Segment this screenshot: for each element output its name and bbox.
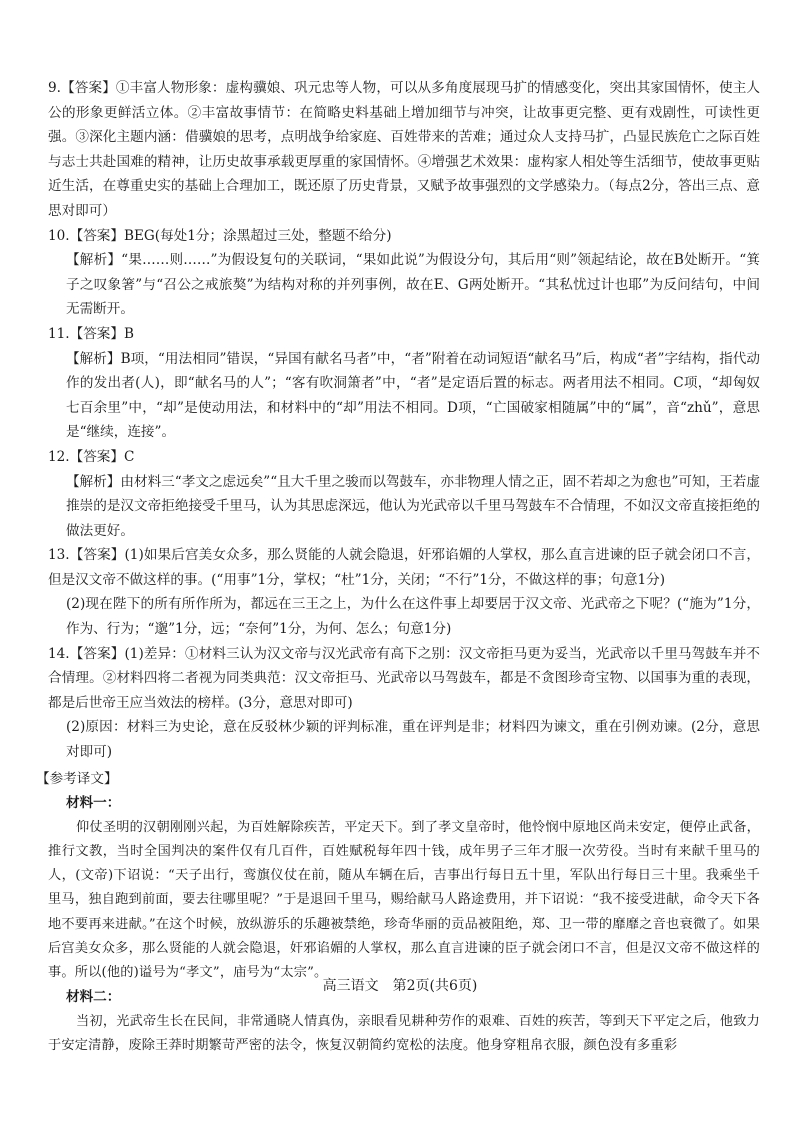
- question-number: 13.: [48, 547, 70, 564]
- answer-text: 【答案】C: [69, 448, 135, 465]
- question-14-part2: (2)原因：材料三为史论，意在反驳林少颖的评判标准，重在评判是非；材料四为谏文，重在引例劝谏。(2分，意思对即可): [66, 719, 760, 761]
- question-12-analysis: 【解析】由材料三“孝文之虑远矣”“且大千里之骏而以驾鼓车，亦非物理人情之正，固不若却之为愈也”可知，王若虚推崇的是汉文帝拒绝接受千里马，认为其思虑深远，他认为光武帝以千里马驾鼓车不合情理，不如汉文帝直接拒绝的做法更好。: [66, 473, 760, 539]
- material-2-title: 材料二：: [66, 989, 121, 1006]
- question-9-answer: 【答案】①丰富人物形象：虚构骥娘、巩元忠等人物，可以从多角度展现马扩的情感变化，突出其家国情怀，使主人公的形象更鲜活立体。②丰富故事情节：在简略史料基础上增加细节与冲突，让故事更完整、更有戏剧性，可读性更强。③深化主题内涵：借骥娘的思考，点明战争给家庭、百姓带来的苦难；通过众人支持马扩，凸显民族危亡之际百姓与志士共赴国难的精神，让历史故事承载更厚重的家国情怀。④增强艺术效果：虚构家人相处等生活细节，使故事更贴近生活，在尊重史实的基础上合理加工，既还原了历史背景，又赋予故事强烈的文学感染力。（每点2分，答出三点、意思对即可）: [48, 80, 760, 219]
- reference-translation-title: 【参考译文】: [36, 770, 118, 787]
- question-10-analysis: 【解析】“果……则……”为假设复句的关联词，“果如此说”为假设分句，其后用“则”领起结论，故在B处断开。“箕子之叹象箸”与“召公之戒旅獒”为结构对称的并列事例，故在E、G两处断开。“其私忧过计也耶”为反问结句，中间无需断开。: [66, 252, 760, 318]
- question-12-answer: [48, 445, 760, 470]
- answer-text: 【答案】(1)如果后宫美女众多，那么贤能的人就会隐退，奸邪谄媚的人掌权，那么直言进谏的臣子就会闭口不言，但是汉文帝不做这样的事。(“用事”1分，掌权；“杜”1分，关闭；“不行”1分，不做这样的事；句意1分): [48, 547, 760, 588]
- question-11-answer: [48, 322, 760, 347]
- answer-text: 【答案】(1)差异：①材料三认为汉文帝与汉光武帝有高下之别：汉文帝拒马更为妥当，光武帝以千里马驾鼓车并不合情理。②材料四将二者视为同类典范：汉文帝拒马、光武帝以马驾鼓车，都是不贪图珍奇宝物、以国事为重的表现，都是后世帝王应当效法的榜样。(3分，意思对即可): [48, 645, 760, 711]
- material-1-title: 材料一：: [66, 795, 121, 812]
- page-footer: 高三语文 第2页(共6页): [322, 978, 478, 994]
- material-1-text: 仰仗圣明的汉朝刚刚兴起，为百姓解除疾苦，平定天下。到了孝文皇帝时，他怜悯中原地区尚未安定，便停止武备，推行文教，当时全国判决的案件仅有几百件，百姓赋税每年四十钱，成年男子三年才服一次劳役。当时有来献千里马的人，(文帝)下诏说：“天子出行，鸾旗仪仗在前，随从车辆在后，吉事出行每日五十里，军队出行每日三十里。我乘坐千里马，独自跑到前面，要去往哪里呢？”于是退回千里马，赐给献马人路途费用，并下诏说：“我不接受进献，命令天下各地不要再来进献。”在这个时候，放纵游乐的乐趣被禁绝，珍奇华丽的贡品被阻绝，郑、卫一带的靡靡之音也衰微了。如果后宫美女众多，那么贤能的人就会隐退，奸邪谄媚的人掌权，那么直言进谏的臣子就会闭口不言，但是汉文帝不做这样的事。所以(他的)谥号为“孝文”，庙号为“太宗”。: [48, 819, 760, 981]
- question-number: 11.: [48, 325, 70, 342]
- question-9: [48, 76, 760, 224]
- answer-content: [36, 76, 760, 1058]
- question-number: 9.: [48, 80, 61, 96]
- answer-text: 【答案】B: [69, 325, 134, 342]
- question-number: 10.: [48, 227, 70, 244]
- question-11-analysis: 【解析】B项，“用法相同”错误，“异国有献名马者”中，“者”附着在动词短语“献名马”后，构成“者”字结构，指代动作的发出者(人)，即“献名马的人”；“客有吹洞箫者”中，“者”是定语后置的标志。两者用法不相同。C项，“却匈奴七百余里”中，“却”是使动用法，和材料中的“却”用法不相同。D项，“亡国破家相随属”中的“属”，音“zhǔ”，意思是“继续，连接”。: [66, 350, 760, 441]
- question-13-part2: (2)现在陛下的所有所作所为，都远在三王之上，为什么在这件事上却要居于汉文帝、光武帝之下呢？(“施为”1分，作为、行为；“邈”1分，远；“奈何”1分，为何、怎么；句意1分): [66, 596, 760, 638]
- question-10-answer: [48, 224, 760, 249]
- question-13-part1: [48, 543, 760, 592]
- material-2-text: 当初，光武帝生长在民间，非常通晓人情真伪，亲眼看见耕种劳作的艰难、百姓的疾苦，等到天下平定之后，他致力于安定清静，废除王莽时期繁苛严密的法令，恢复汉朝简约宽松的法度。他身穿粗帛衣服，颜色没有多重彩: [48, 1013, 760, 1054]
- question-number: 14.: [48, 645, 70, 662]
- question-14-part1: [48, 642, 760, 716]
- question-number: 12.: [48, 448, 70, 465]
- answer-text: 【答案】BEG(每处1分；涂黑超过三处，整题不给分): [69, 227, 392, 244]
